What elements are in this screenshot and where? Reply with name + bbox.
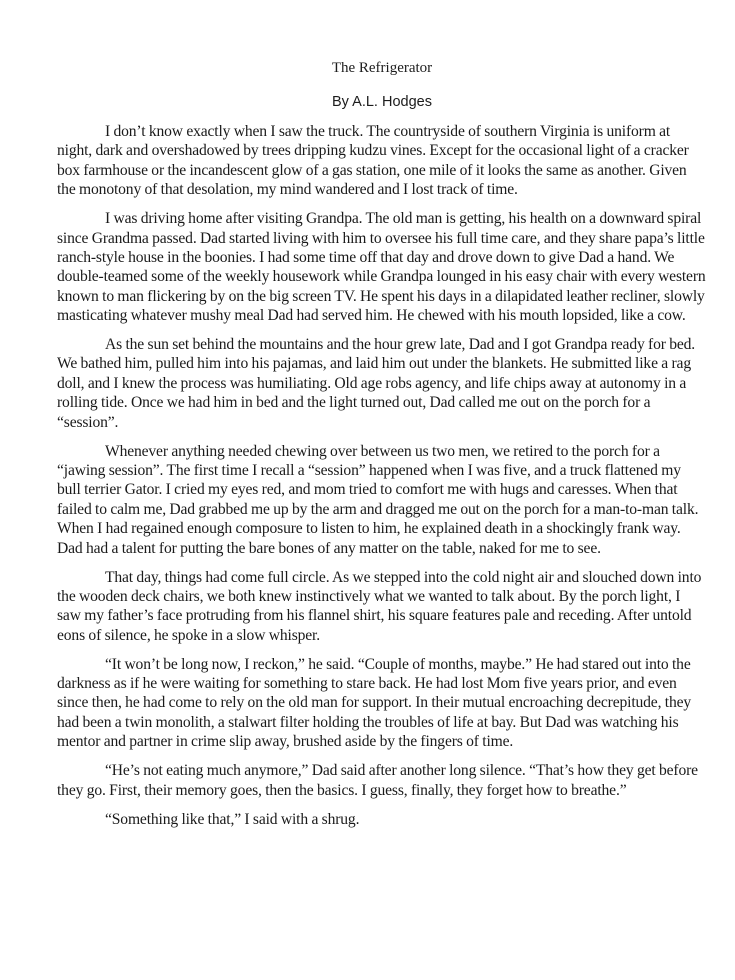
document-title: The Refrigerator <box>331 60 433 76</box>
paragraph: That day, things had come full circle. As we stepped into the cold night air and slouched down into the wooden deck chairs, we both knew instinctively what we wanted to talk about. By the porch light, I saw my father’s face protruding from his flannel shirt, his square features pale and receding. After untold eons of silence, he spoke in a slow whisper. <box>57 568 702 644</box>
paragraph: “It won’t be long now, I reckon,” he said. “Couple of months, maybe.” He had stared out into the darkness as if he were waiting for something to stare back. He had lost Mom five years prior, and even since then, he had come to rely on the old man for support. In their mutual encroaching decrepitude, they had been a twin monolith, a stalwart filter holding the troubles of life at bay. But Dad was watching his mentor and partner in crime slip away, brushed aside by the fingers of time. <box>57 655 692 751</box>
document-page <box>57 58 707 838</box>
document-byline: By A.L. Hodges <box>332 94 432 110</box>
paragraph: “Something like that,” I said with a shrug. <box>105 810 360 828</box>
paragraph: As the sun set behind the mountains and the hour grew late, Dad and I got Grandpa ready for bed. We bathed him, pulled him into his pajamas, and laid him out under the blankets. He submitted like a rag doll, and I knew the process was humiliating. Old age robs agency, and life chips away at autonomy in a rolling tide. Once we had him in bed and the light turned out, Dad called me out on the porch for a “session”. <box>57 336 696 431</box>
paragraph: “He’s not eating much anymore,” Dad said after another long silence. “That’s how they get before they go. First, their memory goes, then the basics. I guess, finally, they forget how to breathe.” <box>57 762 698 799</box>
paragraph: I don’t know exactly when I saw the truck. The countryside of southern Virginia is uniform at night, dark and overshadowed by trees dripping kudzu vines. Except for the occasional light of a cracker box farmhouse or the incandescent glow of a gas station, one mile of it looks the same as another. Given the monotony of that desolation, my mind wandered and I lost track of time. <box>57 123 689 199</box>
paragraph: Whenever anything needed chewing over between us two men, we retired to the porch for a “jawing session”. The first time I recall a “session” happened when I was five, and a truck flattened my bull terrier Gator. I cried my eyes red, and mom tried to comfort me with hugs and caresses. When that failed to calm me, Dad grabbed me up by the arm and dragged me out on the porch for a man-to-man talk. When I had regained enough composure to listen to him, he explained death in a shockingly frank way. Dad had a talent for putting the bare bones of any matter on the table, naked for me to see. <box>57 442 699 557</box>
paragraph: I was driving home after visiting Grandpa. The old man is getting, his health on a downward spiral since Grandma passed. Dad started living with him to oversee his full time care, and they share papa’s little ranch-style house in the boonies. I had some time off that day and drove down to give Dad a hand. We double-teamed some of the weekly housework while Grandpa lounged in his easy chair with every western known to man flickering by on the big screen TV. He spent his days in a dilapidated leather recliner, slowly masticating whatever mushy meal Dad had served him. He chewed with his mouth lopsided, like a cow. <box>57 210 706 325</box>
